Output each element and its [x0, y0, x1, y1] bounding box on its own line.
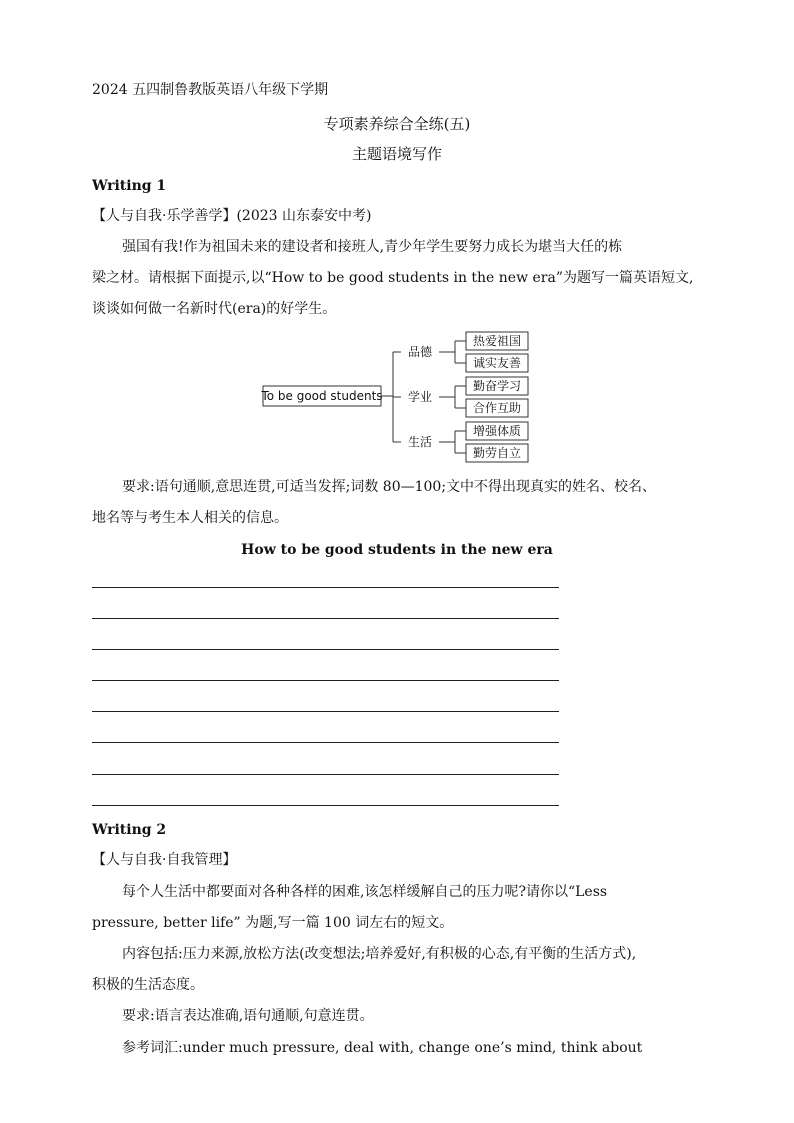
- writing2-paragraph-line2: pressure, better life” 为题,写一篇 100 词左右的短文。: [92, 915, 454, 931]
- writing2-requirement: 要求:语言表达准确,语句通顺,句意连贯。: [122, 1008, 374, 1024]
- diagram-leaf-label: 勤劳自立: [472, 446, 522, 460]
- writing1-tag: 【人与自我·乐学善学】(2023 山东泰安中考): [92, 208, 372, 224]
- writing1-requirement-line1: 要求:语句通顺,意思连贯,可适当发挥;词数 80—100;文中不得出现真实的姓名、校名、: [122, 479, 657, 495]
- writing1-label: Writing 1: [92, 178, 167, 194]
- writing2-vocabulary: 参考词汇:under much pressure, deal with, change one’s mind, think about: [122, 1040, 643, 1056]
- answer-line: [92, 711, 559, 712]
- answer-line: [92, 774, 559, 775]
- answer-line: [92, 587, 559, 588]
- writing1-paragraph-line2: 梁之材。请根据下面提示,以“How to be good students in the new era”为题写一篇英语短文,: [92, 270, 694, 286]
- diagram-root-label: To be good students: [261, 389, 383, 403]
- answer-line: [92, 649, 559, 650]
- essay-title: How to be good students in the new era: [241, 542, 553, 558]
- diagram-leaf-label: 诚实友善: [472, 356, 522, 370]
- diagram-leaf-label: 勤奋学习: [472, 379, 522, 393]
- diagram-leaf-label: 合作互助: [472, 401, 522, 415]
- writing1-requirement-line2: 地名等与考生本人相关的信息。: [92, 510, 288, 526]
- diagram-branch-label: 学业: [407, 390, 433, 404]
- writing2-paragraph-line1: 每个人生活中都要面对各种各样的困难,该怎样缓解自己的压力呢?请你以“Less: [122, 884, 608, 900]
- diagram-branch-label: 品德: [407, 345, 433, 359]
- answer-line: [92, 805, 559, 806]
- document-header: 2024 五四制鲁教版英语八年级下学期: [92, 82, 329, 98]
- page-subtitle: 主题语境写作: [351, 145, 442, 163]
- writing2-label: Writing 2: [92, 822, 167, 838]
- writing2-tag: 【人与自我·自我管理】: [92, 852, 237, 868]
- answer-line: [92, 618, 559, 619]
- writing2-content-line2: 积极的生活态度。: [92, 977, 204, 993]
- page-title: 专项素养综合全练(五): [323, 115, 471, 133]
- answer-line: [92, 680, 559, 681]
- diagram-leaf-label: 热爱祖国: [472, 334, 522, 348]
- answer-line: [92, 742, 559, 743]
- writing1-paragraph-line1: 强国有我!作为祖国未来的建设者和接班人,青少年学生要努力成长为堪当大任的栋: [122, 239, 623, 255]
- diagram-leaf-label: 增强体质: [472, 424, 522, 438]
- diagram-branch-label: 生活: [407, 435, 433, 449]
- writing1-paragraph-line3: 谈谈如何做一名新时代(era)的好学生。: [92, 301, 337, 317]
- writing2-content-line1: 内容包括:压力来源,放松方法(改变想法;培养爱好,有积极的心态,有平衡的生活方式),: [122, 946, 637, 962]
